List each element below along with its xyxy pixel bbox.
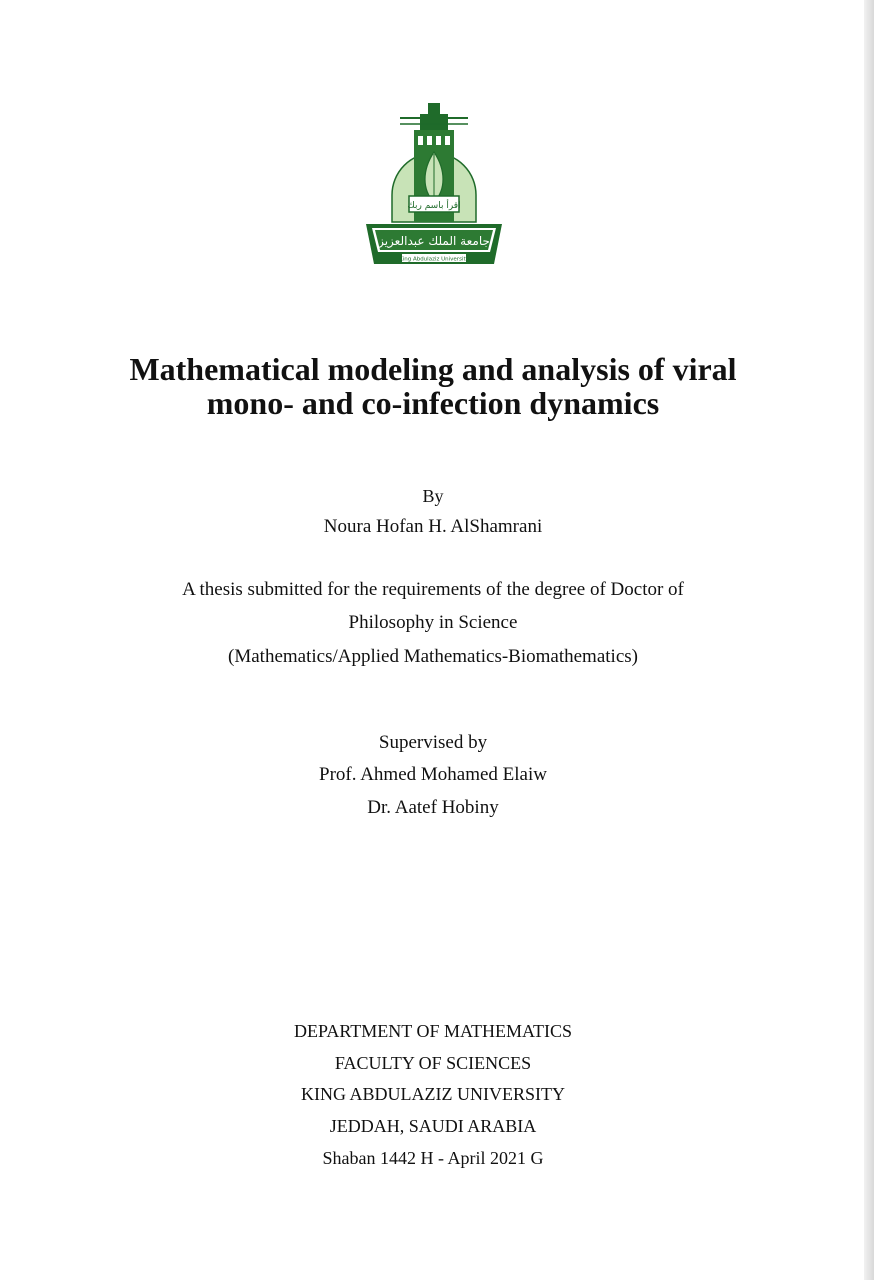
king-abdulaziz-university-logo — [364, 100, 504, 270]
author-name: Noura Hofan H. AlShamrani — [323, 516, 543, 537]
logo-english-name: King Abdulaziz University — [399, 256, 469, 263]
degree-statement-line-3: (Mathematics/Applied Mathematics-Biomathematics) — [228, 646, 638, 667]
logo-motto: اقرأ باسم ربك — [407, 201, 461, 211]
logo-arabic-name: جامعة الملك عبدالعزيز — [378, 234, 490, 248]
degree-statement-line-2: Philosophy in Science — [348, 612, 518, 633]
submission-date: Shaban 1442 H - April 2021 G — [322, 1148, 544, 1168]
degree-statement-line-1: A thesis submitted for the requirements of the degree of Doctor of — [182, 579, 684, 600]
university-name: KING ABDULAZIZ UNIVERSITY — [301, 1084, 565, 1104]
thesis-title-line-1: Mathematical modeling and analysis of viral — [129, 351, 737, 387]
thesis-title-line-2: mono- and co-infection dynamics — [206, 385, 660, 421]
page-edge-shadow — [864, 0, 874, 1280]
location: JEDDAH, SAUDI ARABIA — [329, 1116, 537, 1136]
by-label: By — [422, 486, 444, 506]
thesis-title — [60, 352, 806, 420]
department-name: DEPARTMENT OF MATHEMATICS — [294, 1021, 572, 1041]
faculty-name: FACULTY OF SCIENCES — [334, 1053, 532, 1073]
supervised-by-label: Supervised by — [378, 732, 488, 753]
supervisor-2: Dr. Aatef Hobiny — [367, 797, 499, 818]
supervisor-1: Prof. Ahmed Mohamed Elaiw — [319, 764, 547, 785]
